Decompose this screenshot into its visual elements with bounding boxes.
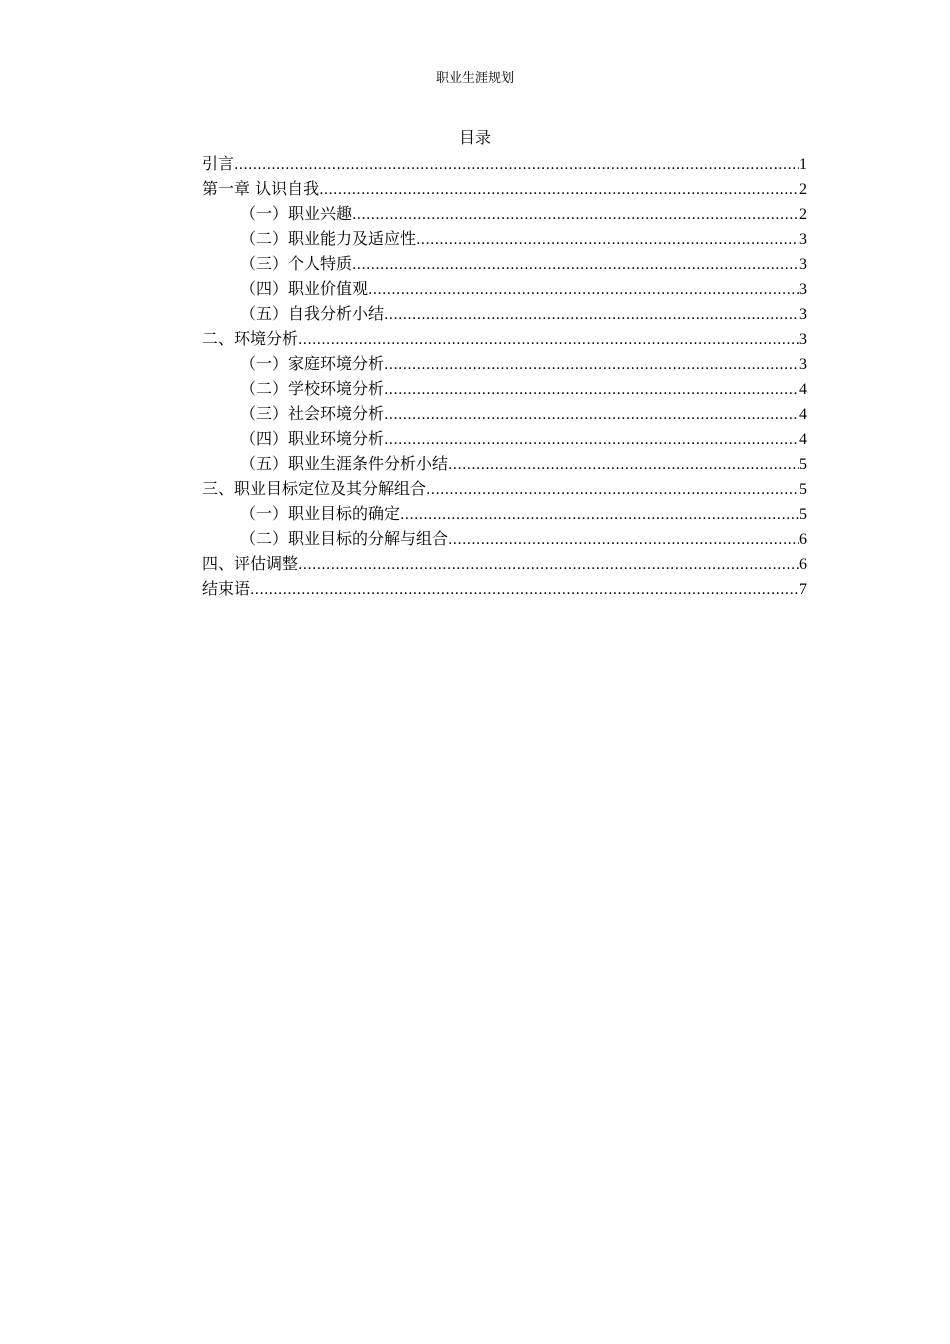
toc-entry[interactable]: [202, 151, 807, 176]
toc-entry[interactable]: [202, 476, 807, 501]
toc-entry-page-number: 3: [799, 256, 807, 273]
toc-entry-label: （三）社会环境分析: [240, 404, 385, 423]
toc-entry-page-number: 3: [799, 331, 807, 348]
toc-leader-dots: [384, 353, 799, 376]
toc-entry[interactable]: [202, 526, 807, 551]
toc-entry[interactable]: [202, 326, 807, 351]
toc-entry-page-number: 3: [799, 231, 807, 248]
toc-entry-label: 二、环境分析: [202, 329, 299, 348]
toc-entry-page-number: 5: [799, 506, 807, 523]
toc-leader-dots: [234, 153, 799, 176]
toc-entry-page-number: 3: [799, 281, 807, 298]
toc-entry[interactable]: [202, 301, 807, 326]
toc-entry[interactable]: [202, 501, 807, 526]
toc-entry-page-number: 2: [799, 181, 807, 198]
toc-entry-label: （二）职业目标的分解与组合: [240, 529, 449, 548]
toc-leader-dots: [384, 303, 799, 326]
toc-entry[interactable]: [202, 176, 807, 201]
toc-leader-dots: [448, 453, 799, 476]
toc-entry[interactable]: [202, 451, 807, 476]
toc-entry[interactable]: [202, 401, 807, 426]
toc-entry[interactable]: [202, 251, 807, 276]
toc-leader-dots: [384, 428, 799, 451]
toc-leader-dots: [384, 378, 799, 401]
toc-entry[interactable]: [202, 376, 807, 401]
toc-entry-label: （四）职业价值观: [240, 279, 369, 298]
toc-entry-page-number: 3: [799, 356, 807, 373]
toc-entry[interactable]: [202, 201, 807, 226]
toc-entry-label: 引言: [202, 154, 235, 173]
toc-entry-label: （一）职业兴趣: [240, 204, 353, 223]
toc-entry-label: （二）职业能力及适应性: [240, 229, 417, 248]
toc-leader-dots: [352, 203, 799, 226]
toc-entry-page-number: 4: [799, 381, 807, 398]
toc-leader-dots: [416, 228, 799, 251]
toc-entry-label: （二）学校环境分析: [240, 379, 385, 398]
toc-entry-label: （三）个人特质: [240, 254, 353, 273]
toc-entry-label: （一）职业目标的确定: [240, 504, 401, 523]
toc-entry-page-number: 6: [799, 556, 807, 573]
toc-leader-dots: [298, 553, 799, 576]
toc-entry-label: 三、职业目标定位及其分解组合: [202, 479, 427, 498]
toc-entry-label: （五）职业生涯条件分析小结: [240, 454, 449, 473]
toc-leader-dots: [426, 478, 799, 501]
toc-entry-page-number: 1: [799, 156, 807, 173]
toc-entry-page-number: 5: [799, 456, 807, 473]
toc-entry-label: 第一章 认识自我: [202, 179, 320, 198]
toc-leader-dots: [319, 178, 799, 201]
table-of-contents: [202, 151, 807, 601]
toc-entry[interactable]: [202, 426, 807, 451]
toc-entry[interactable]: [202, 576, 807, 601]
toc-leader-dots: [448, 528, 799, 551]
toc-leader-dots: [384, 403, 799, 426]
toc-entry-label: 四、评估调整: [202, 554, 299, 573]
toc-entry[interactable]: [202, 226, 807, 251]
page-header: 职业生涯规划: [435, 71, 514, 86]
toc-title: 目录: [458, 128, 491, 147]
toc-entry-label: （四）职业环境分析: [240, 429, 385, 448]
toc-entry-label: 结束语: [202, 579, 251, 598]
toc-entry[interactable]: [202, 351, 807, 376]
toc-leader-dots: [352, 253, 799, 276]
toc-entry-page-number: 3: [799, 306, 807, 323]
toc-leader-dots: [250, 578, 799, 601]
toc-entry-label: （一）家庭环境分析: [240, 354, 385, 373]
toc-entry-page-number: 4: [799, 406, 807, 423]
toc-entry[interactable]: [202, 551, 807, 576]
toc-entry-label: （五）自我分析小结: [240, 304, 385, 323]
toc-leader-dots: [400, 503, 799, 526]
toc-leader-dots: [368, 278, 799, 301]
toc-entry-page-number: 2: [799, 206, 807, 223]
toc-entry[interactable]: [202, 276, 807, 301]
toc-entry-page-number: 4: [799, 431, 807, 448]
toc-entry-page-number: 7: [799, 581, 807, 598]
toc-leader-dots: [298, 328, 799, 351]
toc-entry-page-number: 5: [799, 481, 807, 498]
toc-entry-page-number: 6: [799, 531, 807, 548]
